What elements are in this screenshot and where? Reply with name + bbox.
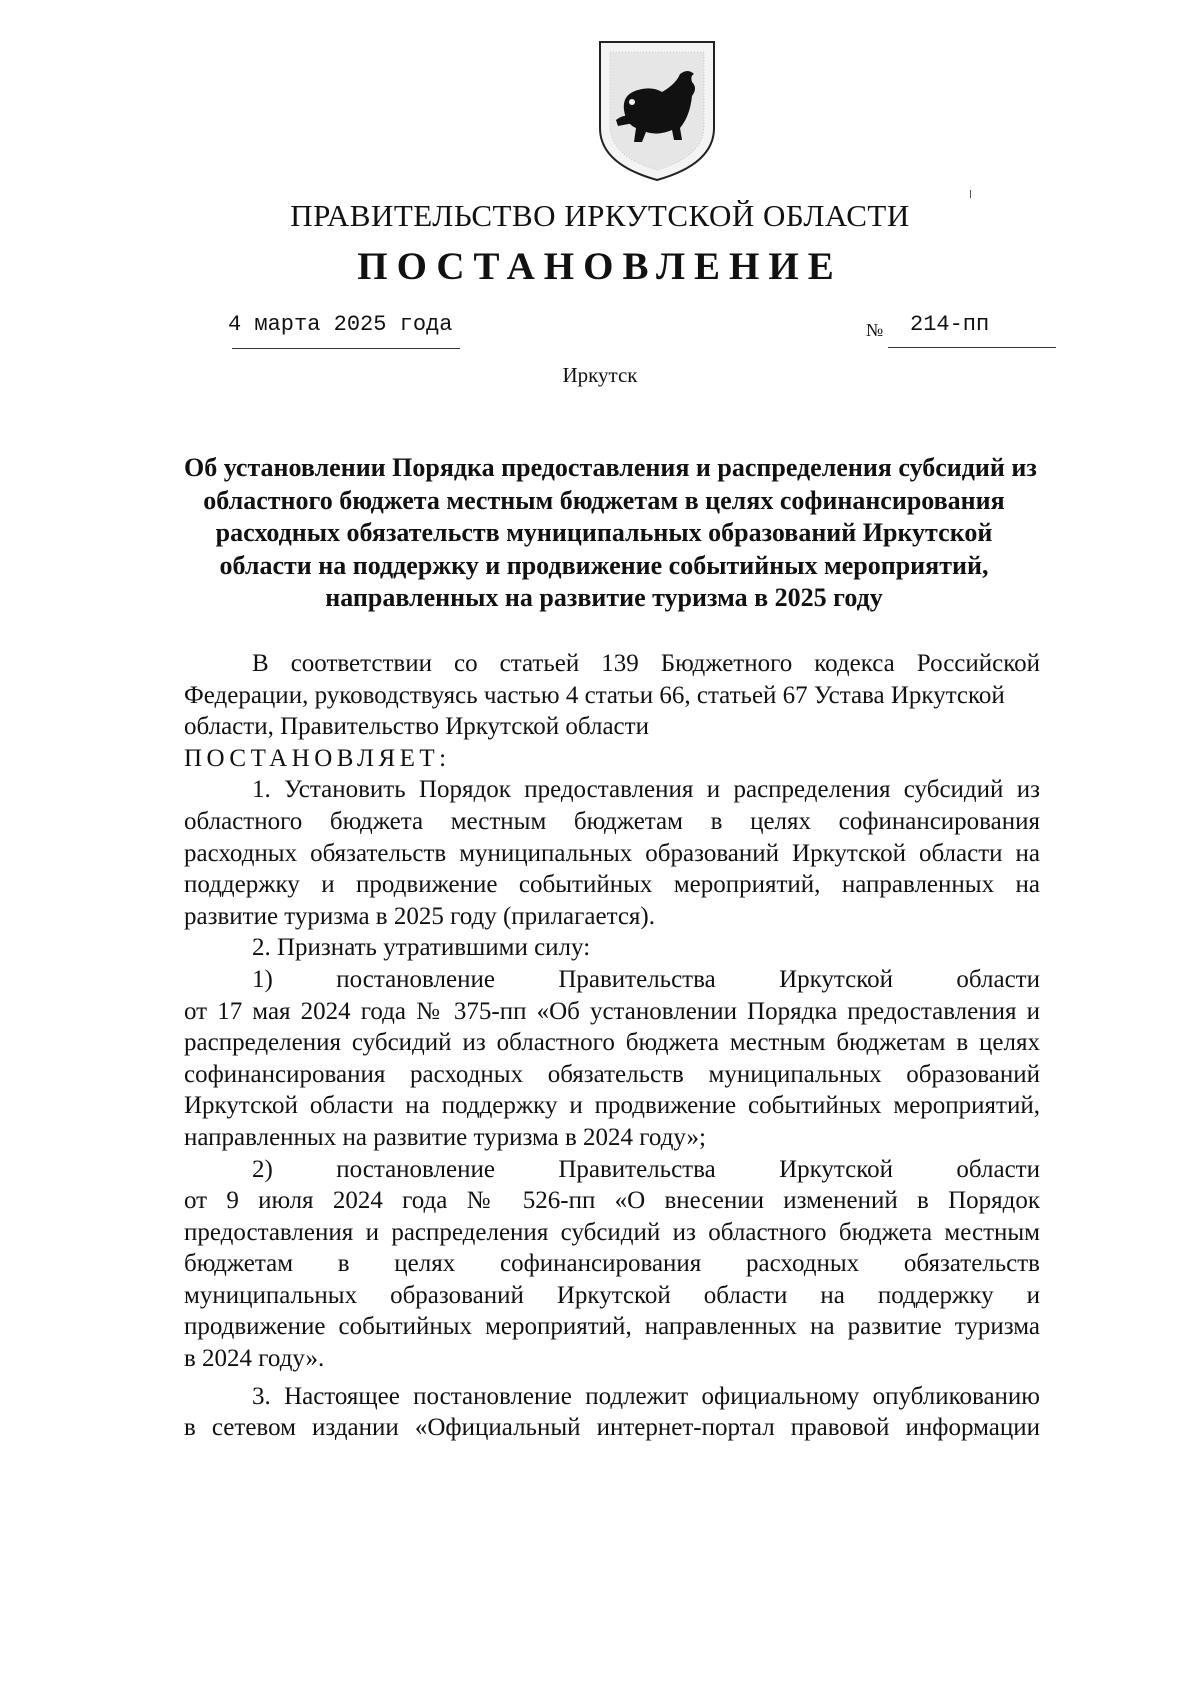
date-underline bbox=[232, 348, 460, 349]
item-2-1-line: от 17 мая 2024 года № 375-пп «Об установлении Порядка предоставления и bbox=[184, 997, 1040, 1025]
organization-name: ПРАВИТЕЛЬСТВО ИРКУТСКОЙ ОБЛАСТИ bbox=[290, 198, 910, 233]
item-3-line: 3. Настоящее постановление подлежит официальному опубликованию bbox=[252, 1382, 1040, 1410]
item-2-2-line: муниципальных образований Иркутской области на поддержку и bbox=[184, 1281, 1040, 1309]
title-line: Об установлении Порядка предоставления и распределения субсидий из bbox=[184, 453, 1037, 482]
item-2-1-line: направленных на развитие туризма в 2024 году»; bbox=[184, 1123, 706, 1151]
title-line: направленных на развитие туризма в 2025 году bbox=[325, 583, 883, 612]
document-date: 4 марта 2025 года bbox=[228, 312, 453, 337]
item-2-2-line: предоставления и распределения субсидий из областного бюджета местным bbox=[184, 1218, 1040, 1246]
item-2-2-line: 2) постановление Правительства Иркутской области bbox=[252, 1155, 1040, 1183]
item-3-line: в сетевом издании «Официальный интернет-портал правовой информации bbox=[184, 1414, 1040, 1442]
document-body bbox=[184, 648, 1040, 1444]
item-1-line: развитие туризма в 2025 году (прилагается). bbox=[184, 902, 655, 930]
item-1-line: 1. Установить Порядок предоставления и распределения субсидий из bbox=[252, 776, 1040, 804]
preamble-line: В соответствии со статьей 139 Бюджетного кодекса Российской bbox=[252, 650, 1040, 677]
item-2-line: 2. Признать утратившими силу: bbox=[252, 934, 591, 962]
scan-mark bbox=[970, 190, 971, 198]
item-1-line: поддержку и продвижение событийных мероприятий, направленных на bbox=[184, 871, 1040, 899]
item-2-2-line: продвижение событийных мероприятий, направленных на развитие туризма bbox=[184, 1313, 1040, 1341]
preamble-line: области, Правительство Иркутской области bbox=[184, 713, 649, 741]
item-2-1-line: 1) постановление Правительства Иркутской области bbox=[252, 965, 1040, 993]
number-underline bbox=[888, 347, 1056, 348]
city: Иркутск bbox=[562, 363, 638, 387]
item-1-line: расходных обязательств муниципальных образований Иркутской области на bbox=[184, 839, 1040, 867]
item-2-2-line: бюджетам в целях софинансирования расходных обязательств bbox=[184, 1250, 1040, 1278]
document-title bbox=[184, 452, 1037, 615]
title-line: областного бюджета местным бюджетам в целях софинансирования bbox=[203, 485, 1005, 515]
item-2-1-line: распределения субсидий из областного бюджета местным бюджетам в целях bbox=[184, 1029, 1040, 1057]
title-line: расходных обязательств муниципальных образований Иркутской bbox=[215, 518, 993, 547]
number-label: № bbox=[866, 320, 884, 340]
coat-of-arms-emblem bbox=[596, 40, 718, 182]
title-line: области на поддержку и продвижение событийных мероприятий, bbox=[219, 550, 989, 580]
item-1-line: областного бюджета местным бюджетам в целях софинансирования bbox=[184, 807, 1040, 835]
item-2-1-line: Иркутской области на поддержку и продвижение событийных мероприятий, bbox=[184, 1092, 1040, 1120]
resolves-heading: ПОСТАНОВЛЯЕТ: bbox=[184, 744, 451, 772]
item-2-1-line: софинансирования расходных обязательств муниципальных образований bbox=[184, 1060, 1040, 1088]
document-number: 214-пп bbox=[910, 312, 990, 337]
item-2-2-line: в 2024 году». bbox=[184, 1345, 325, 1373]
document-type: ПОСТАНОВЛЕНИЕ bbox=[357, 245, 843, 288]
preamble-line: Федерации, руководствуясь частью 4 статьи 66, статьей 67 Устава Иркутской bbox=[184, 681, 1005, 709]
item-2-2-line: от 9 июля 2024 года № 526-пп «О внесении изменений в Порядок bbox=[184, 1187, 1040, 1215]
